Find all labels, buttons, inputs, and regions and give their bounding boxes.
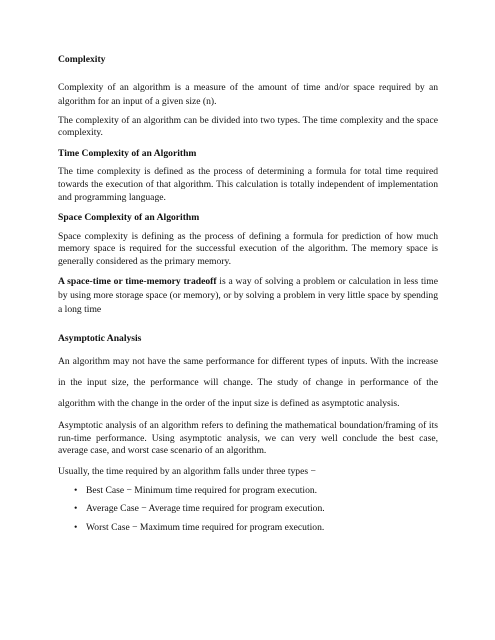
tradeoff-paragraph (58, 275, 438, 317)
three-types-intro: Usually, the time required by an algorithm falls under three types − (58, 465, 316, 477)
worst-case-text: Worst Case − Maximum time required for program execution. (86, 521, 325, 533)
time-complexity-heading: Time Complexity of an Algorithm (58, 147, 197, 159)
average-case-text: Average Case − Average time required for program execution. (86, 503, 325, 515)
asymptotic-definition-paragraph: Asymptotic analysis of an algorithm refers to defining the mathematical boundation/framing of its run-time performance. Using asymptotic analysis, we can very well conclude the best case, average case, and worst case scenario of an algorithm. (58, 420, 438, 457)
complexity-definition-paragraph: Complexity of an algorithm is a measure of the amount of time and/or space required by an algorithm for an input of a given size (n). (58, 81, 438, 107)
list-item-best-case (58, 485, 438, 498)
complexity-heading: Complexity (58, 54, 106, 65)
case-list (58, 485, 438, 535)
asymptotic-performance-paragraph: An algorithm may not have the same performance for different types of inputs. With the increase in the input size, the performance will change. The study of change in performance of the algorithm with the change in the order of the input size is defined as asymptotic analysis. (58, 356, 438, 410)
document-page (58, 54, 438, 534)
list-item-worst-case (58, 522, 438, 535)
space-complexity-heading: Space Complexity of an Algorithm (58, 212, 200, 224)
time-complexity-paragraph: The time complexity is defined as the process of determining a formula for total time required towards the execution of that algorithm. This calculation is totally independent of implementation and programming language. (58, 166, 438, 203)
tradeoff-term: A space-time or time-memory tradeoff (58, 275, 217, 287)
asymptotic-analysis-heading: Asymptotic Analysis (58, 332, 142, 344)
space-complexity-paragraph: Space complexity is defining as the process of defining a formula for prediction of how much memory space is required for the successful execution of the algorithm. The memory space is generally considered as the primary memory. (58, 230, 438, 267)
list-item-average-case (58, 503, 438, 516)
bullet-icon: • (74, 521, 78, 533)
complexity-types-paragraph: The complexity of an algorithm can be divided into two types. The time complexity and the space complexity. (58, 114, 438, 139)
best-case-text: Best Case − Minimum time required for program execution. (86, 484, 318, 496)
bullet-icon: • (74, 503, 78, 515)
bullet-icon: • (74, 484, 78, 496)
tradeoff-description: is a way of solving a problem or calculation in less time by using more storage space (or memory), or by solving a problem in very little space by spending a long time (58, 275, 438, 315)
